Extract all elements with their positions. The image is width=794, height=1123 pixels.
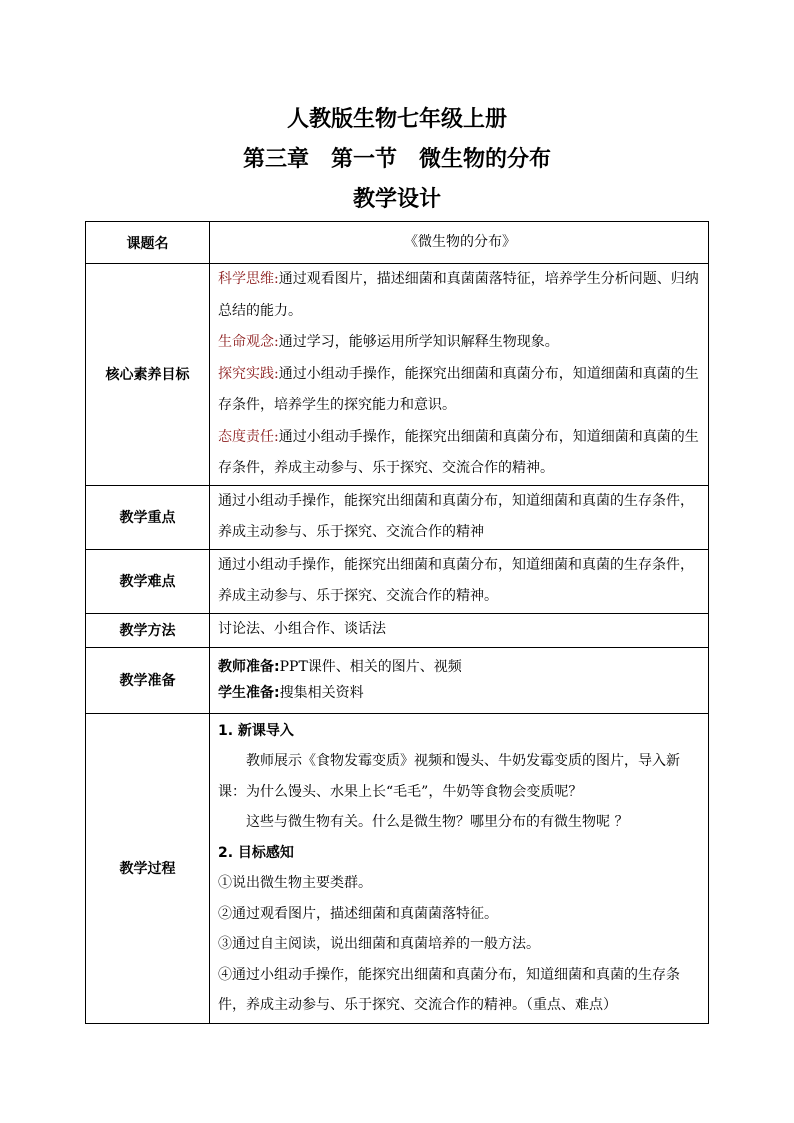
core-label: 核心素养目标 <box>86 264 210 486</box>
preparation-value <box>210 647 709 713</box>
process-value <box>210 713 709 1023</box>
document-title-block <box>0 100 794 220</box>
process-goal-4: ④通过小组动手操作，能探究出细菌和真菌分布，知道细菌和真菌的生存条件，养成主动参与、乐于探究、交流合作的精神。（重点、难点） <box>218 966 680 1013</box>
core-text-practice: 通过小组动手操作，能探究出细菌和真菌分布，知道细菌和真菌的生存条件，培养学生的探究能力和意识。 <box>218 365 699 413</box>
core-tag-attitude: 态度责任: <box>218 428 279 445</box>
table-row-topic <box>86 222 709 264</box>
core-text-life: 通过学习，能够运用所学知识解释生物现象。 <box>278 334 559 350</box>
process-goal-1: ①说出微生物主要类群。 <box>218 875 372 891</box>
key-points-label: 教学重点 <box>86 485 210 549</box>
core-value <box>210 264 709 486</box>
process-section-goals-title: 2. 目标感知 <box>218 844 294 861</box>
table-row-key-points <box>86 485 709 549</box>
process-label: 教学过程 <box>86 713 210 1023</box>
core-text-thinking: 通过观看图片，描述细菌和真菌菌落特征，培养学生分析问题、归纳总结的能力。 <box>218 271 699 319</box>
document-title-chapter: 第三章 第一节 微生物的分布 <box>242 147 551 172</box>
teacher-preparation-label: 教师准备: <box>218 659 280 675</box>
table-row-difficulties <box>86 549 709 613</box>
student-preparation <box>218 680 702 706</box>
core-item-attitude <box>218 422 702 485</box>
process-intro-paragraph-2: 这些与微生物有关。什么是微生物？哪里分布的有微生物呢 ？ <box>246 814 629 830</box>
process-intro-paragraph-1: 教师展示《食物发霉变质》视频和馒头、牛奶发霉变质的图片，导入新课：为什么馒头、水果上长“毛毛”，牛奶等食物会变质呢？ <box>218 753 680 800</box>
methods-label: 教学方法 <box>86 613 210 647</box>
difficulties-value: 通过小组动手操作，能探究出细菌和真菌分布，知道细菌和真菌的生存条件，养成主动参与、乐于探究、交流合作的精神。 <box>210 549 709 613</box>
table-row-process <box>86 713 709 1023</box>
key-points-value: 通过小组动手操作，能探究出细菌和真菌分布，知道细菌和真菌的生存条件，养成主动参与、乐于探究、交流合作的精神 <box>210 485 709 549</box>
table-row-methods <box>86 613 709 647</box>
process-goal-2: ②通过观看图片，描述细菌和真菌菌落特征。 <box>218 905 498 922</box>
core-text-attitude: 通过小组动手操作，能探究出细菌和真菌分布，知道细菌和真菌的生存条件，养成主动参与、乐于探究、交流合作的精神。 <box>218 428 699 476</box>
table-row-core <box>86 264 709 486</box>
preparation-label: 教学准备 <box>86 647 210 713</box>
core-item-life <box>218 327 702 359</box>
core-tag-practice: 探究实践: <box>218 365 279 382</box>
table-row-preparation <box>86 647 709 713</box>
document-title-design: 教学设计 <box>352 187 441 212</box>
document-title-textbook: 人教版生物七年级上册 <box>286 107 507 132</box>
process-section-intro-title: 1. 新课导入 <box>218 722 294 739</box>
lesson-plan-table <box>85 221 709 1024</box>
teacher-preparation-value: PPT课件、相关的图片、视频 <box>279 659 462 675</box>
core-tag-life: 生命观念: <box>218 334 279 350</box>
process-goal-3: ③通过自主阅读，说出细菌和真菌培养的一般方法。 <box>218 936 540 952</box>
core-item-thinking <box>218 264 702 327</box>
topic-value: 《微生物的分布》 <box>210 222 709 264</box>
student-preparation-value: 搜集相关资料 <box>279 685 364 701</box>
methods-value: 讨论法、小组合作、谈话法 <box>210 613 709 647</box>
core-tag-thinking: 科学思维: <box>218 271 279 287</box>
core-item-practice <box>218 359 702 422</box>
student-preparation-label: 学生准备: <box>218 685 280 701</box>
difficulties-label: 教学难点 <box>86 549 210 613</box>
topic-label: 课题名 <box>86 222 210 264</box>
teacher-preparation <box>218 654 702 680</box>
